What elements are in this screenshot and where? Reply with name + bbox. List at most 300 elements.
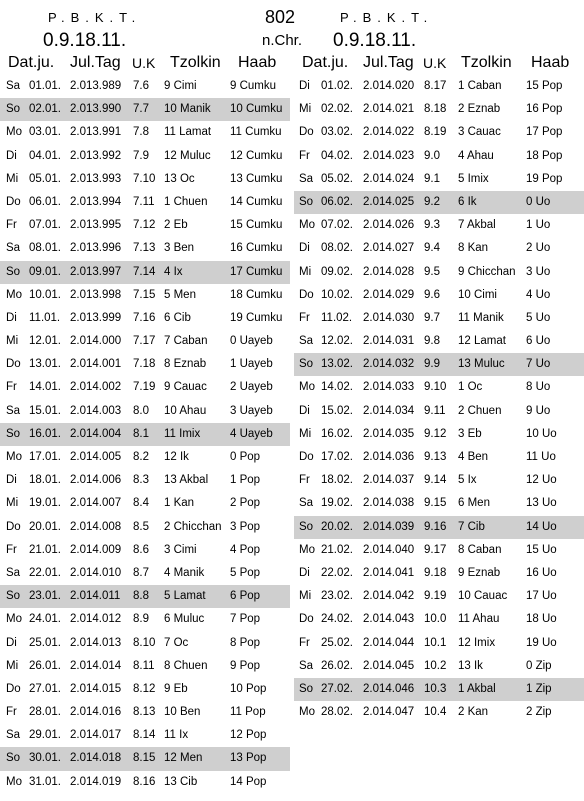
long-count-cell: 7.6 <box>133 80 149 92</box>
date-cell: 30.01. <box>29 752 61 765</box>
haab-cell: 1 Zip <box>526 682 552 695</box>
col-longcount-header: U.K <box>132 55 156 71</box>
julian-day-cell: 2.014.025 <box>363 195 415 208</box>
haab-cell: 4 Uayeb <box>230 427 273 440</box>
date-cell: 17.01. <box>29 451 61 463</box>
tzolkin-cell: 2 Chicchan <box>164 520 222 533</box>
julian-day-cell: 2.014.011 <box>70 590 121 603</box>
table-row <box>0 353 290 376</box>
table-row <box>0 516 290 539</box>
weekday-cell: Mi <box>6 335 19 348</box>
tzolkin-cell: 4 Manik <box>164 566 205 579</box>
tzolkin-cell: 7 Caban <box>164 335 208 348</box>
date-cell: 28.01. <box>29 706 61 719</box>
julian-day-cell: 2.014.023 <box>363 149 415 162</box>
table-row <box>0 747 290 770</box>
tzolkin-cell: 11 Ix <box>164 729 189 742</box>
table-row <box>0 307 290 330</box>
weekday-cell: Mo <box>6 288 22 301</box>
date-cell: 20.02. <box>321 520 353 533</box>
haab-cell: 18 Uo <box>526 613 557 626</box>
weekday-cell: Sa <box>299 659 314 672</box>
date-cell: 01.01. <box>29 80 61 92</box>
table-row <box>294 145 584 168</box>
weekday-cell: Di <box>299 404 310 417</box>
weekday-cell: So <box>299 682 314 695</box>
col-julian-header: Jul.Tag <box>363 54 414 71</box>
julian-day-cell: 2.014.046 <box>363 682 415 695</box>
julian-day-cell: 2.013.989 <box>70 80 122 92</box>
tzolkin-cell: 12 Ik <box>164 451 189 463</box>
table-row <box>294 469 584 492</box>
haab-cell: 9 Pop <box>230 659 261 672</box>
tzolkin-cell: 7 Akbal <box>458 219 496 232</box>
date-cell: 04.01. <box>29 149 61 162</box>
tzolkin-cell: 3 Cauac <box>458 126 501 139</box>
long-count-cell: 7.10 <box>133 172 156 185</box>
date-cell: 15.01. <box>29 404 61 417</box>
weekday-cell: Fr <box>6 543 17 556</box>
julian-day-cell: 2.014.040 <box>363 543 415 556</box>
table-row <box>0 469 290 492</box>
tzolkin-cell: 9 Cauac <box>164 381 207 394</box>
julian-day-cell: 2.014.005 <box>70 451 122 463</box>
julian-day-cell: 2.014.026 <box>363 219 415 232</box>
tzolkin-cell: 8 Eznab <box>164 358 207 371</box>
tzolkin-cell: 4 Ahau <box>458 149 494 162</box>
weekday-cell: Sa <box>6 566 21 579</box>
col-longcount-header: U.K <box>423 55 447 71</box>
long-count-cell: 8.10 <box>133 636 156 649</box>
haab-cell: 18 Pop <box>526 149 563 162</box>
long-count-cell: 8.12 <box>133 682 156 695</box>
table-row <box>294 307 584 330</box>
long-count-cell: 7.7 <box>133 103 149 116</box>
haab-cell: 1 Pop <box>230 474 261 487</box>
date-cell: 24.02. <box>321 613 353 626</box>
tzolkin-cell: 1 Akbal <box>458 682 496 695</box>
long-count-cell: 8.6 <box>133 543 149 556</box>
weekday-cell: Sa <box>299 172 314 185</box>
haab-cell: 5 Uo <box>526 311 551 324</box>
col-date-header: Dat.ju. <box>8 54 55 71</box>
date-cell: 15.02. <box>321 404 353 417</box>
col-haab-header: Haab <box>531 54 570 71</box>
long-count-cell: 9.19 <box>424 590 447 603</box>
table-row <box>0 632 290 655</box>
date-cell: 22.01. <box>29 566 61 579</box>
tzolkin-cell: 7 Oc <box>164 636 189 649</box>
table-row <box>294 284 584 307</box>
long-count-cell: 8.15 <box>133 752 156 765</box>
date-cell: 21.01. <box>29 543 61 556</box>
julian-day-cell: 2.014.022 <box>363 126 415 139</box>
date-cell: 09.02. <box>321 265 353 278</box>
weekday-cell: Di <box>6 149 17 162</box>
tzolkin-cell: 13 Cib <box>164 775 198 788</box>
weekday-cell: So <box>299 195 314 208</box>
weekday-cell: Mo <box>6 126 22 139</box>
tzolkin-cell: 8 Kan <box>458 242 489 255</box>
tzolkin-cell: 11 Ahau <box>458 613 500 626</box>
long-count-cell: 7.16 <box>133 311 156 324</box>
table-row <box>0 771 290 794</box>
table-row <box>0 121 290 144</box>
table-row <box>0 376 290 399</box>
table-row <box>0 237 290 260</box>
tzolkin-cell: 7 Cib <box>458 520 485 533</box>
date-cell: 09.01. <box>29 265 61 278</box>
long-count-cell: 8.4 <box>133 497 149 510</box>
table-row <box>0 539 290 562</box>
date-cell: 26.02. <box>321 659 353 672</box>
long-count-cell: 7.19 <box>133 381 156 394</box>
table-row <box>0 655 290 678</box>
weekday-cell: Do <box>299 613 314 626</box>
long-count-cell: 9.6 <box>424 288 440 301</box>
table-row <box>294 539 584 562</box>
table-row <box>294 400 584 423</box>
table-row <box>294 330 584 353</box>
long-count-cell: 9.12 <box>424 427 447 440</box>
long-count-cell: 8.16 <box>133 775 156 788</box>
long-count-cell: 7.14 <box>133 265 156 278</box>
tzolkin-cell: 5 Lamat <box>164 590 206 603</box>
julian-day-cell: 2.014.002 <box>70 381 122 394</box>
julian-day-cell: 2.014.032 <box>363 358 415 371</box>
tzolkin-cell: 10 Manik <box>164 103 211 116</box>
weekday-cell: Mo <box>6 451 22 463</box>
haab-cell: 4 Pop <box>230 543 261 556</box>
weekday-cell: Do <box>6 520 21 533</box>
right-column-headers <box>294 52 584 74</box>
haab-cell: 19 Pop <box>526 172 563 185</box>
tzolkin-cell: 8 Caban <box>458 543 502 556</box>
tzolkin-cell: 9 Chicchan <box>458 265 516 278</box>
date-cell: 31.01. <box>29 775 61 788</box>
long-count-cell: 9.8 <box>424 335 440 348</box>
date-cell: 27.02. <box>321 682 353 695</box>
weekday-cell: Mo <box>299 543 315 556</box>
date-cell: 25.01. <box>29 636 61 649</box>
julian-day-cell: 2.013.998 <box>70 288 122 301</box>
col-haab-header: Haab <box>238 54 277 71</box>
tzolkin-cell: 12 Imix <box>458 636 496 649</box>
tzolkin-cell: 6 Men <box>458 497 490 510</box>
haab-cell: 1 Uo <box>526 219 551 232</box>
table-row <box>0 446 290 469</box>
long-count-cell: 10.0 <box>424 613 447 626</box>
date-cell: 01.02. <box>321 80 353 92</box>
tzolkin-cell: 12 Lamat <box>458 335 506 348</box>
tzolkin-cell: 2 Kan <box>458 706 489 719</box>
haab-cell: 7 Pop <box>230 613 261 626</box>
long-count-cell: 8.3 <box>133 474 149 487</box>
julian-day-cell: 2.014.020 <box>363 80 415 92</box>
weekday-cell: Fr <box>6 381 17 394</box>
date-cell: 05.02. <box>321 172 353 185</box>
haab-cell: 2 Uo <box>526 242 551 255</box>
weekday-cell: Mo <box>299 219 315 232</box>
col-julian-header: Jul.Tag <box>70 54 121 71</box>
haab-cell: 13 Uo <box>526 497 557 510</box>
date-cell: 17.02. <box>321 451 353 463</box>
haab-cell: 9 Uo <box>526 404 551 417</box>
julian-day-cell: 2.014.030 <box>363 311 415 324</box>
tzolkin-cell: 3 Ben <box>164 242 195 255</box>
weekday-cell: Do <box>299 126 314 139</box>
long-count-cell: 9.13 <box>424 451 447 463</box>
long-count-cell: 9.17 <box>424 543 447 556</box>
date-cell: 05.01. <box>29 172 61 185</box>
col-tzolkin-header: Tzolkin <box>461 54 512 71</box>
long-count-cell: 9.15 <box>424 497 447 510</box>
haab-cell: 8 Uo <box>526 381 551 394</box>
haab-cell: 15 Uo <box>526 543 557 556</box>
tzolkin-cell: 10 Ahau <box>164 404 207 417</box>
tzolkin-cell: 12 Men <box>164 752 203 765</box>
julian-day-cell: 2.014.017 <box>70 729 122 742</box>
weekday-cell: Do <box>299 451 314 463</box>
haab-cell: 3 Uayeb <box>230 404 273 417</box>
weekday-cell: Di <box>299 242 310 255</box>
haab-cell: 0 Pop <box>230 451 261 463</box>
long-count-cell: 8.18 <box>424 103 447 116</box>
weekday-cell: Mo <box>299 706 315 719</box>
date-cell: 02.02. <box>321 103 353 116</box>
table-row <box>0 562 290 585</box>
long-count-cell: 7.11 <box>133 195 155 208</box>
julian-day-cell: 2.013.997 <box>70 265 122 278</box>
date-cell: 07.02. <box>321 219 353 232</box>
weekday-cell: Mo <box>6 775 22 788</box>
date-cell: 23.01. <box>29 590 61 603</box>
julian-day-cell: 2.014.008 <box>70 520 122 533</box>
date-cell: 14.02. <box>321 381 353 394</box>
tzolkin-cell: 2 Chuen <box>458 404 502 417</box>
long-count-cell: 7.8 <box>133 126 149 139</box>
weekday-cell: Di <box>6 636 17 649</box>
long-count-cell: 8.8 <box>133 590 149 603</box>
date-cell: 14.01. <box>29 381 61 394</box>
table-row <box>0 214 290 237</box>
haab-cell: 10 Uo <box>526 427 557 440</box>
haab-cell: 12 Uo <box>526 474 557 487</box>
table-row <box>0 191 290 214</box>
weekday-cell: Mo <box>6 613 22 626</box>
julian-day-cell: 2.014.044 <box>363 636 415 649</box>
table-row <box>0 168 290 191</box>
haab-cell: 3 Uo <box>526 265 551 278</box>
haab-cell: 19 Uo <box>526 636 557 649</box>
date-cell: 18.01. <box>29 474 61 487</box>
long-count-cell: 8.7 <box>133 566 149 579</box>
haab-cell: 16 Cumku <box>230 242 283 255</box>
haab-cell: 10 Pop <box>230 682 267 695</box>
julian-day-cell: 2.014.010 <box>70 566 122 579</box>
date-cell: 03.01. <box>29 126 61 139</box>
tzolkin-cell: 13 Muluc <box>458 358 505 371</box>
date-cell: 19.02. <box>321 497 353 510</box>
haab-cell: 18 Cumku <box>230 288 283 301</box>
tzolkin-cell: 10 Ben <box>164 706 201 719</box>
tzolkin-cell: 8 Chuen <box>164 659 208 672</box>
table-row <box>0 585 290 608</box>
julian-day-cell: 2.014.034 <box>363 404 415 417</box>
date-cell: 23.02. <box>321 590 353 603</box>
table-row <box>0 678 290 701</box>
tzolkin-cell: 11 Lamat <box>164 126 212 139</box>
julian-day-cell: 2.014.012 <box>70 613 122 626</box>
tzolkin-cell: 5 Men <box>164 288 196 301</box>
haab-cell: 6 Pop <box>230 590 261 603</box>
weekday-cell: So <box>6 427 21 440</box>
haab-cell: 8 Pop <box>230 636 261 649</box>
weekday-cell: Mi <box>299 427 312 440</box>
weekday-cell: So <box>6 103 21 116</box>
date-cell: 12.01. <box>29 335 61 348</box>
date-cell: 25.02. <box>321 636 353 649</box>
weekday-cell: Di <box>299 80 310 92</box>
long-count-cell: 10.1 <box>424 636 447 649</box>
table-row <box>294 168 584 191</box>
long-count-cell: 7.12 <box>133 219 156 232</box>
col-tzolkin-header: Tzolkin <box>170 54 221 71</box>
long-count-cell: 9.3 <box>424 219 440 232</box>
julian-day-cell: 2.014.003 <box>70 404 122 417</box>
tzolkin-cell: 2 Eznab <box>458 103 501 116</box>
julian-day-cell: 2.014.031 <box>363 335 415 348</box>
long-count-cell: 9.18 <box>424 566 447 579</box>
weekday-cell: Do <box>6 195 21 208</box>
julian-day-cell: 2.014.028 <box>363 265 415 278</box>
tzolkin-cell: 5 Imix <box>458 172 489 185</box>
julian-day-cell: 2.014.013 <box>70 636 122 649</box>
tzolkin-cell: 6 Ik <box>458 195 477 208</box>
weekday-cell: Fr <box>6 706 17 719</box>
date-cell: 20.01. <box>29 520 61 533</box>
table-row <box>294 237 584 260</box>
long-count-cell: 8.0 <box>133 404 149 417</box>
long-count-cell: 8.13 <box>133 706 156 719</box>
date-cell: 07.01. <box>29 219 61 232</box>
tzolkin-cell: 11 Manik <box>458 311 504 324</box>
tzolkin-cell: 2 Eb <box>164 219 188 232</box>
julian-day-cell: 2.014.041 <box>363 566 415 579</box>
haab-cell: 0 Uayeb <box>230 335 273 348</box>
tzolkin-cell: 11 Imix <box>164 427 201 440</box>
date-cell: 28.02. <box>321 706 353 719</box>
long-count-cell: 8.19 <box>424 126 447 139</box>
julian-day-cell: 2.014.043 <box>363 613 415 626</box>
left-column-headers <box>0 52 290 74</box>
table-row <box>0 608 290 631</box>
right-label: P.B.K.T. <box>340 10 434 25</box>
date-cell: 08.01. <box>29 242 61 255</box>
weekday-cell: Sa <box>6 80 21 92</box>
table-row <box>0 701 290 724</box>
haab-cell: 1 Uayeb <box>230 358 273 371</box>
julian-day-cell: 2.014.007 <box>70 497 122 510</box>
year: 802 <box>265 7 296 27</box>
long-count-cell: 9.5 <box>424 265 440 278</box>
haab-cell: 0 Uo <box>526 195 551 208</box>
tzolkin-cell: 4 Ben <box>458 451 489 463</box>
julian-day-cell: 2.014.027 <box>363 242 415 255</box>
tzolkin-cell: 6 Cib <box>164 311 191 324</box>
julian-day-cell: 2.014.015 <box>70 682 122 695</box>
long-count-cell: 7.13 <box>133 242 156 255</box>
weekday-cell: Sa <box>299 335 314 348</box>
table-row <box>294 608 584 631</box>
date-cell: 24.01. <box>29 613 61 626</box>
haab-cell: 12 Cumku <box>230 149 283 162</box>
table-row <box>294 423 584 446</box>
long-count-cell: 8.17 <box>424 80 447 92</box>
haab-cell: 9 Cumku <box>230 80 277 92</box>
tzolkin-cell: 13 Ik <box>458 659 483 672</box>
julian-day-cell: 2.014.035 <box>363 427 415 440</box>
julian-day-cell: 2.014.029 <box>363 288 415 301</box>
table-row <box>294 376 584 399</box>
date-cell: 21.02. <box>321 543 353 556</box>
julian-day-cell: 2.014.000 <box>70 335 122 348</box>
weekday-cell: Sa <box>299 497 314 510</box>
julian-day-cell: 2.013.993 <box>70 172 122 185</box>
date-cell: 04.02. <box>321 149 353 162</box>
haab-cell: 11 Pop <box>230 706 266 719</box>
tzolkin-cell: 1 Oc <box>458 381 483 394</box>
haab-cell: 16 Pop <box>526 103 563 116</box>
long-count-cell: 10.4 <box>424 706 447 719</box>
haab-cell: 12 Pop <box>230 729 267 742</box>
haab-cell: 17 Uo <box>526 590 557 603</box>
table-row <box>0 423 290 446</box>
weekday-cell: Mi <box>6 172 19 185</box>
date-cell: 18.02. <box>321 474 353 487</box>
weekday-cell: So <box>6 752 21 765</box>
table-row <box>0 145 290 168</box>
haab-cell: 17 Cumku <box>230 265 283 278</box>
table-row <box>0 400 290 423</box>
long-count-cell: 8.5 <box>133 520 149 533</box>
february-table <box>294 75 584 724</box>
julian-day-cell: 2.013.995 <box>70 219 122 232</box>
weekday-cell: Mi <box>299 103 312 116</box>
table-row <box>294 214 584 237</box>
haab-cell: 2 Zip <box>526 706 552 719</box>
table-row <box>0 330 290 353</box>
weekday-cell: Fr <box>6 219 17 232</box>
haab-cell: 2 Pop <box>230 497 261 510</box>
date-cell: 26.01. <box>29 659 61 672</box>
table-row <box>0 492 290 515</box>
weekday-cell: Sa <box>6 404 21 417</box>
julian-day-cell: 2.014.039 <box>363 520 415 533</box>
weekday-cell: Di <box>299 566 310 579</box>
weekday-cell: Mi <box>6 497 19 510</box>
weekday-cell: Di <box>6 311 17 324</box>
haab-cell: 6 Uo <box>526 335 551 348</box>
table-row <box>294 261 584 284</box>
weekday-cell: So <box>299 358 314 371</box>
haab-cell: 10 Cumku <box>230 103 283 116</box>
long-count-cell: 8.11 <box>133 659 155 672</box>
table-row <box>294 121 584 144</box>
julian-day-cell: 2.013.991 <box>70 126 122 139</box>
date-cell: 02.01. <box>29 103 61 116</box>
date-cell: 11.02. <box>321 311 353 324</box>
